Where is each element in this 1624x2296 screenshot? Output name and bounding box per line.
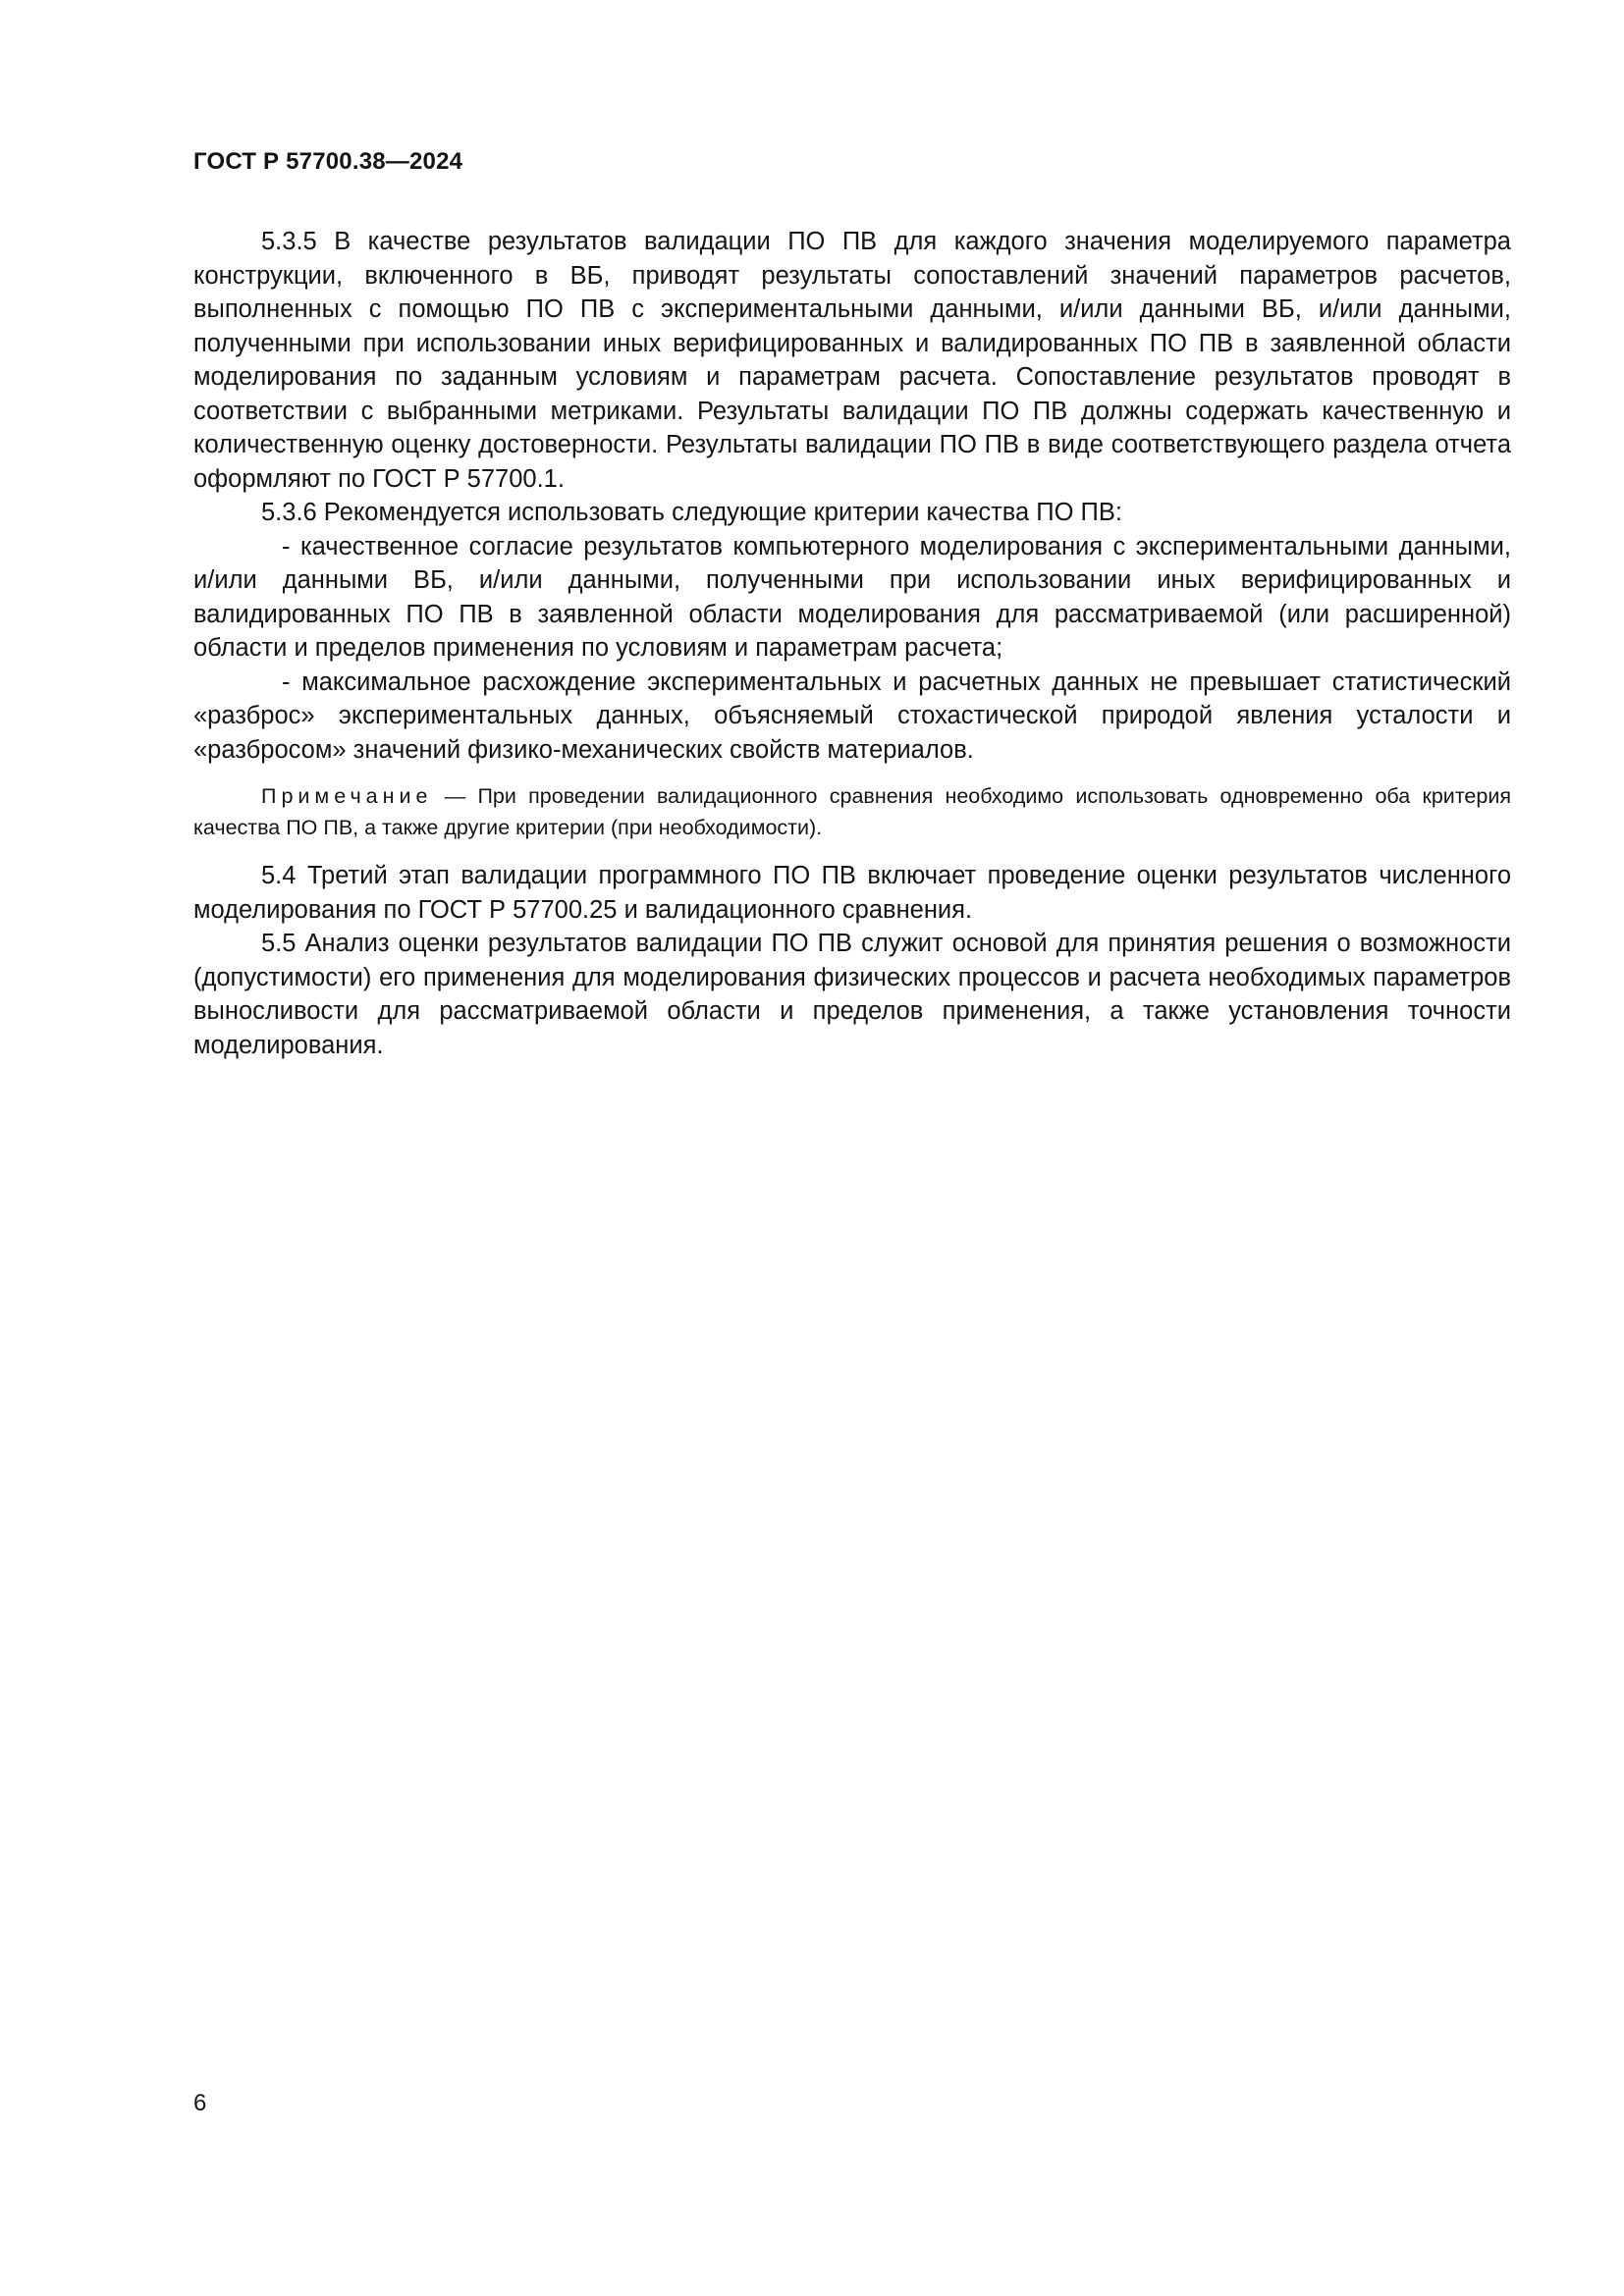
note-text: — При проведении валидационного сравнения необходимо использовать одновременно оба критерия качества ПО ПВ, а также другие критерии (при необходимости). (193, 784, 1511, 839)
criteria-list-item: - максимальное расхождение экспериментальных и расчетных данных не превышает статистический «разброс» экспериментальных данных, объясняемый стохастической природой явления усталости и «разбросом» значений физико-механических свойств материалов. (193, 667, 1511, 764)
document-id-header: ГОСТ Р 57700.38—2024 (193, 148, 463, 175)
paragraph-5-3-5: 5.3.5 В качестве результатов валидации ПО ПВ для каждого значения моделируемого параметра конструкции, включенного в ВБ, приводят результаты сопоставлений значений параметров расчетов, выполненных с помощью ПО ПВ с экспериментальными данными, и/или данными ВБ, и/или данными, полученными при использовании иных верифицированных и валидированных ПО ПВ в заявленной области моделирования по заданным условиям и параметрам расчета. Сопоставление результатов проводят в соответствии с выбранными метриками. Результаты валидации ПО ПВ должны содержать качественную и количественную оценку достоверности. Результаты валидации ПО ПВ в виде соответствующего раздела отчета оформляют по ГОСТ Р 57700.1. (193, 228, 1511, 493)
note-label: Примечание (261, 784, 433, 808)
paragraph-5-5: 5.5 Анализ оценки результатов валидации ПО ПВ служит основой для принятия решения о возможности (допустимости) его применения для моделирования физических процессов и расчета необходимых параметров выносливости для рассматриваемой области и пределов применения, а также установления точности моделирования. (193, 930, 1511, 1059)
paragraph-5-3-6: 5.3.6 Рекомендуется использовать следующие критерии качества ПО ПВ: (261, 499, 1122, 526)
criteria-list-item: - качественное согласие результатов компьютерного моделирования с экспериментальными данными, и/или данными ВБ, и/или данными, полученными при использовании иных верифицированных и валидированных ПО ПВ в заявленной области моделирования для рассматриваемой (или расширенной) области и пределов применения по условиям и параметрам расчета; (193, 532, 1511, 662)
note-block (193, 780, 1511, 843)
page-number: 6 (193, 2090, 207, 2116)
paragraph-5-4: 5.4 Третий этап валидации программного ПО ПВ включает проведение оценки результатов численного моделирования по ГОСТ Р 57700.25 и валидационного сравнения. (193, 862, 1511, 924)
document-body (193, 225, 1511, 1062)
